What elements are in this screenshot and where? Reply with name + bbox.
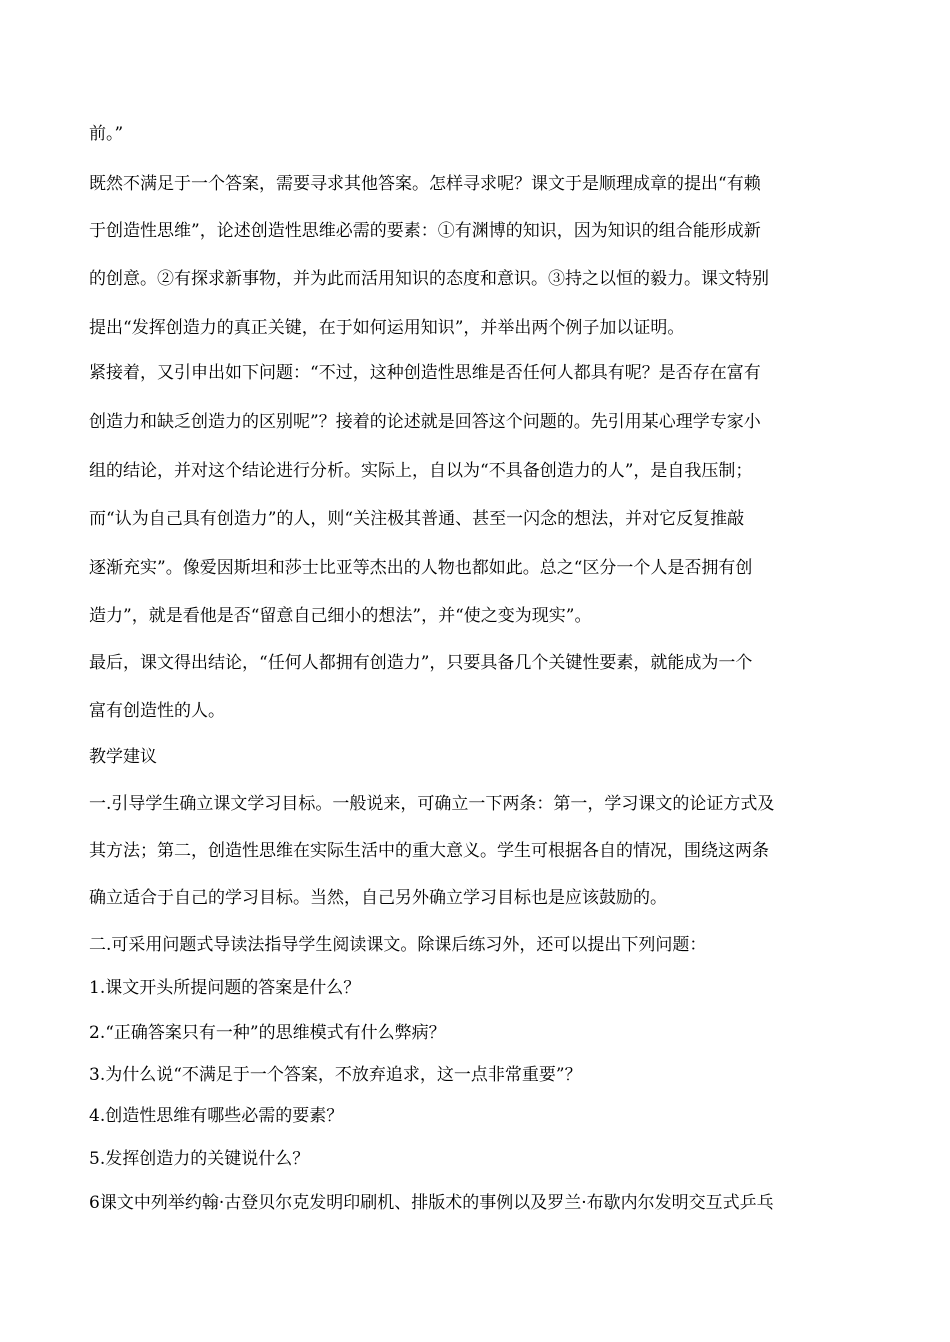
text-line: 最后，课文得出结论，“任何人都拥有创造力”，只要具备几个关键性要素，就能成为一个 [89,653,753,673]
text-line: 既然不满足于一个答案，需要寻求其他答案。怎样寻求呢？课文于是顺理成章的提出“有赖 [89,174,761,194]
text-line: 逐渐充实”。像爱因斯坦和莎士比亚等杰出的人物也都如此。总之“区分一个人是否拥有创 [89,558,753,578]
text-line: 其方法；第二，创造性思维在实际生活中的重大意义。学生可根据各自的情况，围绕这两条 [89,841,769,861]
text-line: 确立适合于自己的学习目标。当然，自己另外确立学习目标也是应该鼓励的。 [89,888,667,908]
text-line: 紧接着，又引申出如下问题：“不过，这种创造性思维是否任何人都具有呢？是否存在富有 [89,363,761,383]
text-line: 二.可采用问题式导读法指导学生阅读课文。除课后练习外，还可以提出下列问题： [89,935,707,955]
text-line: 富有创造性的人。 [89,701,225,721]
text-line: 组的结论，并对这个结论进行分析。实际上，自以为“不具备创造力的人”，是自我压制； [89,461,753,481]
list-item: 4.创造性思维有哪些必需的要素？ [89,1106,344,1126]
text-line: 一.引导学生确立课文学习目标。一般说来，可确立一下两条：第一，学习课文的论证方式及 [89,794,775,814]
list-item: 3.为什么说“不满足于一个答案，不放弃追求，这一点非常重要”？ [89,1065,582,1085]
list-item: 6课文中列举约翰·古登贝尔克发明印刷机、排版术的事例以及罗兰·布歇内尔发明交互式乒乓 [89,1193,774,1213]
text-line: 创造力和缺乏创造力的区别呢”？接着的论述就是回答这个问题的。先引用某心理学专家小 [89,412,761,432]
section-heading: 教学建议 [89,747,157,767]
text-line: 于创造性思维”，论述创造性思维必需的要素：①有渊博的知识，因为知识的组合能形成新 [89,221,761,241]
text-line: 前。” [89,124,124,144]
list-item: 5.发挥创造力的关键说什么？ [89,1149,310,1169]
text-line: 提出“发挥创造力的真正关键，在于如何运用知识”，并举出两个例子加以证明。 [89,318,685,338]
list-item: 2.“正确答案只有一种”的思维模式有什么弊病？ [89,1023,446,1043]
text-line: 而“认为自己具有创造力”的人，则“关注极其普通、甚至一闪念的想法，并对它反复推敲 [89,509,745,529]
text-line: 的创意。②有探求新事物，并为此而活用知识的态度和意识。③持之以恒的毅力。课文特别 [89,269,769,289]
list-item: 1.课文开头所提问题的答案是什么？ [89,978,361,998]
text-line: 造力”，就是看他是否“留意自己细小的想法”，并“使之变为现实”。 [89,606,592,626]
